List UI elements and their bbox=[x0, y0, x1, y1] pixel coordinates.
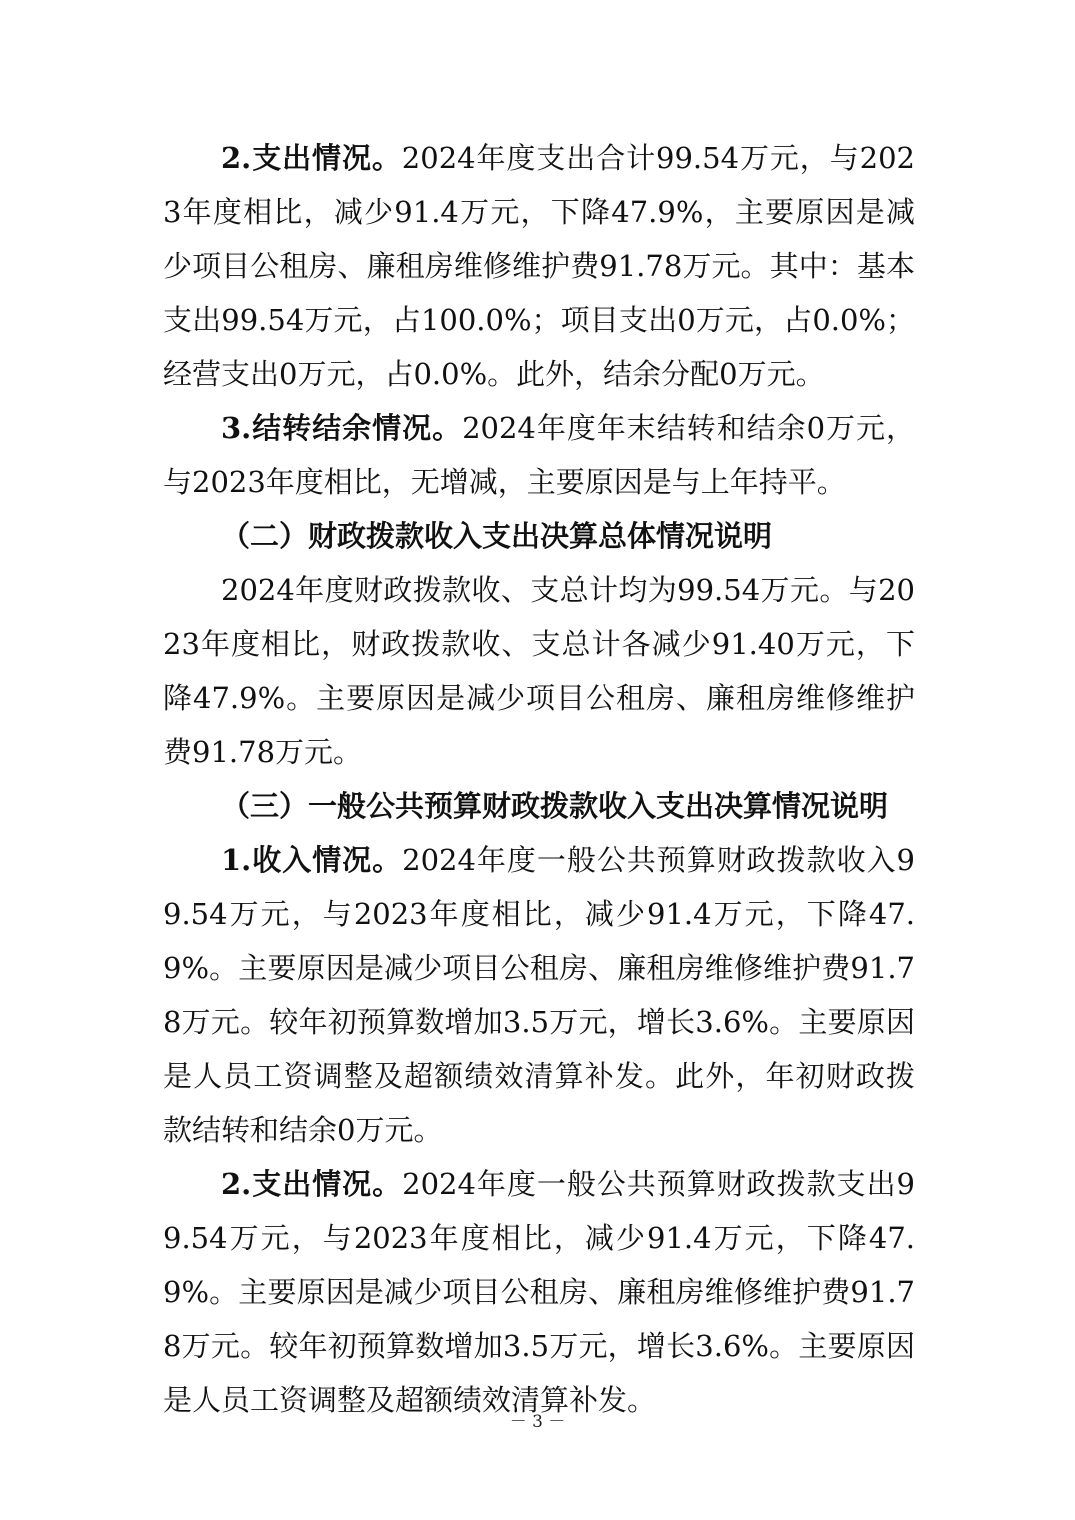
paragraph-fiscal-allocation-summary bbox=[163, 563, 915, 779]
section-heading-fiscal-allocation: （二）财政拨款收入支出决算总体情况说明 bbox=[221, 519, 773, 553]
paragraph-carryover-balance bbox=[163, 401, 915, 509]
page-number: － 3 － bbox=[509, 1412, 566, 1432]
paragraph-text: 2024年度一般公共预算财政拨款收入99.54万元，与2023年度相比，减少91.4万元，下降47.9%。主要原因是减少项目公租房、廉租房维修维护费91.78万元。较年初预算数增加3.5万元，增长3.6%。主要原因是人员工资调整及超额绩效清算补发。此外，年初财政拨款结转和结余0万元。 bbox=[163, 843, 915, 1147]
paragraph-text: 2024年度财政拨款收、支总计均为99.54万元。与2023年度相比，财政拨款收、支总计各减少91.40万元，下降47.9%。主要原因是减少项目公租房、廉租房维修维护费91.78万元。 bbox=[163, 573, 915, 769]
paragraph-lead: 2.支出情况。 bbox=[221, 141, 402, 175]
paragraph-general-budget-expenditure bbox=[163, 1157, 915, 1427]
paragraph-lead: 3.结转结余情况。 bbox=[221, 411, 463, 445]
paragraph-text: 2024年度一般公共预算财政拨款支出99.54万元，与2023年度相比，减少91.4万元，下降47.9%。主要原因是减少项目公租房、廉租房维修维护费91.78万元。较年初预算数增加3.5万元，增长3.6%。主要原因是人员工资调整及超额绩效清算补发。 bbox=[163, 1167, 915, 1417]
paragraph-general-budget-income bbox=[163, 833, 915, 1157]
paragraph-lead: 1.收入情况。 bbox=[221, 843, 403, 877]
paragraph-expenditure-overview bbox=[163, 131, 915, 401]
document-body bbox=[163, 131, 915, 1427]
paragraph-text: 2024年度年末结转和结余0万元，与2023年度相比，无增减，主要原因是与上年持平。 bbox=[163, 411, 915, 499]
paragraph-text: 2024年度支出合计99.54万元，与2023年度相比，减少91.4万元，下降47.9%，主要原因是减少项目公租房、廉租房维修维护费91.78万元。其中：基本支出99.54万元，占100.0%；项目支出0万元，占0.0%；经营支出0万元，占0.0%。此外，结余分配0万元。 bbox=[163, 141, 915, 391]
section-heading-general-budget: （三）一般公共预算财政拨款收入支出决算情况说明 bbox=[221, 789, 889, 823]
paragraph-lead: 2.支出情况。 bbox=[221, 1167, 403, 1201]
